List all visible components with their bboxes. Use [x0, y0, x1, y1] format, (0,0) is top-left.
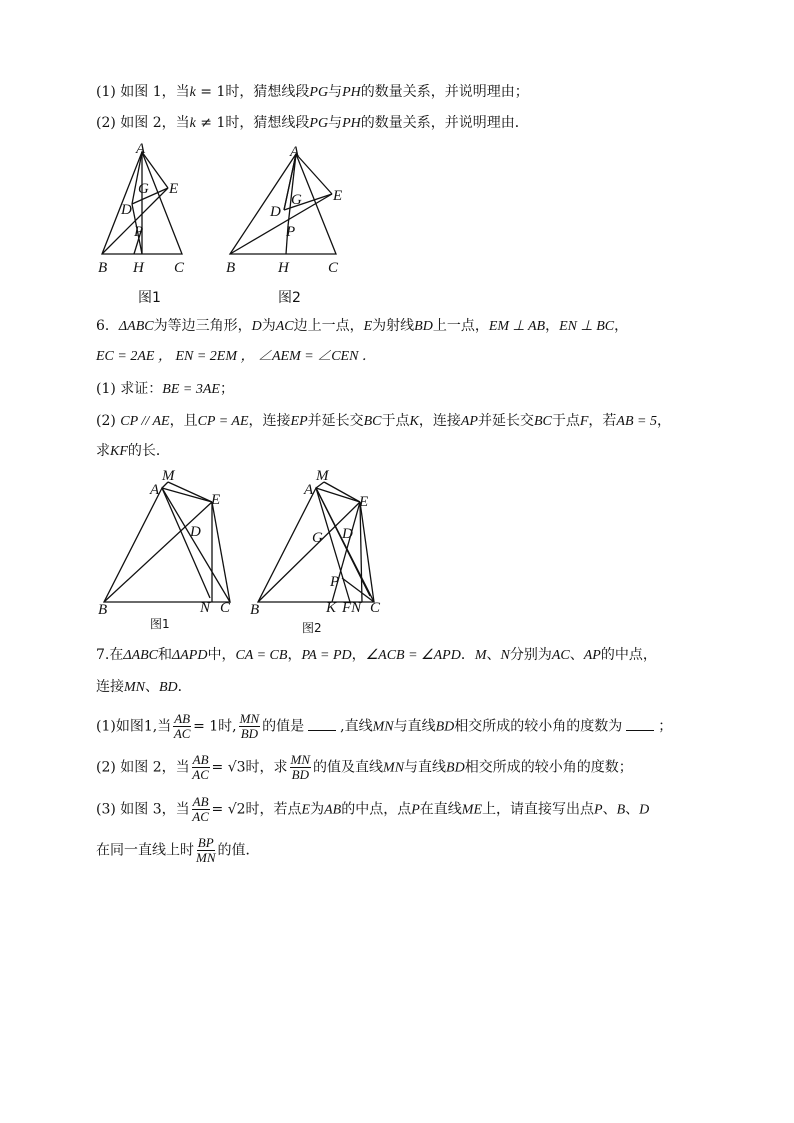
fig2-label-a: A	[290, 144, 300, 160]
q6-part2-cont: 求KF的长．	[96, 443, 170, 459]
q6-statement-line2: EC = 2AE ， EN = 2EM ， ∠AEM = ∠CEN ．	[96, 349, 376, 364]
q6-figure-1	[96, 466, 246, 632]
q7-part1: (1)如图1,当 $\frac{AB}{AC}$ = 1时, $\frac{MN}{BD}$ 的值是 ,直线MN与直线BD相交所成的较小角的度数为 ；	[96, 711, 673, 741]
q5-part1: (1) 如图 1，当k = 1时，猜想线段PG与PH的数量关系，并说明理由；	[96, 84, 529, 100]
q6-fig1-label-b: B	[98, 602, 108, 618]
fig2-label-p: P	[286, 224, 296, 240]
q6-fig2-label-d: D	[342, 526, 353, 542]
fig1-label-g: G	[138, 181, 149, 197]
fig1-label-c: C	[174, 260, 185, 276]
frac-bp-mn: $\frac{BP}{MN}$	[196, 835, 216, 865]
q7-statement-line1: 7.在ΔABC和ΔAPD中，CA = CB，PA = PD，∠ACB = ∠APD．M、N分别为AC、AP的中点，	[96, 647, 657, 663]
q5-figure-1	[96, 138, 226, 308]
frac-mn-bd-2: $\frac{MN}{BD}$	[290, 752, 311, 782]
fig1-label-a: A	[136, 141, 146, 157]
q7-part2: (2) 如图 2，当 $\frac{AB}{AC}$ = √3时，求 $\frac{MN}{BD}$ 的值及直线MN与直线BD相交所成的较小角的度数；	[96, 752, 633, 782]
fig2-label-c: C	[328, 260, 339, 276]
q6-fig1-caption: 图1	[150, 617, 170, 631]
q6-fig1-label-e: E	[211, 492, 221, 508]
q7-part3: (3) 如图 3，当 $\frac{AB}{AC}$ = √2时，若点E为AB的中点，点P在直线ME上，请直接写出点P、B、D	[96, 794, 650, 824]
q6-fig1-label-n: N	[200, 600, 211, 616]
q6-fig2-label-e: E	[359, 494, 369, 510]
q6-statement-line1: 6．ΔABC为等边三角形，D为AC边上一点，E为射线BD上一点，EM ⊥ AB，EN ⊥ BC，	[96, 318, 629, 334]
frac-ab-ac: $\frac{AB}{AC}$	[173, 711, 191, 741]
fig1-label-h: H	[133, 260, 144, 276]
frac-mn-bd: $\frac{MN}{BD}$	[239, 711, 260, 741]
q6-fig2-label-c: C	[370, 600, 381, 616]
q6-fig1-label-c: C	[220, 600, 231, 616]
fig1-label-d: D	[121, 202, 132, 218]
q6-fig2-label-k: K	[326, 600, 337, 616]
q6-fig2-label-g: G	[312, 530, 323, 546]
fig2-caption: 图2	[278, 290, 301, 306]
fig1-caption: 图1	[138, 290, 161, 306]
q6-fig2-caption: 图2	[302, 621, 322, 635]
fig2-label-d: D	[270, 204, 281, 220]
q5-part2: (2) 如图 2，当k ≠ 1时，猜想线段PG与PH的数量关系，并说明理由．	[96, 115, 529, 131]
fig1-label-b: B	[98, 260, 108, 276]
frac-ab-ac-3: $\frac{AB}{AC}$	[192, 794, 209, 824]
fig1-label-p: P	[134, 224, 144, 240]
q7-part3-cont: 在同一直线上时 $\frac{BP}{MN}$ 的值．	[96, 835, 260, 865]
answer-blank-2[interactable]	[626, 718, 654, 731]
fig2-label-g: G	[291, 192, 302, 208]
q6-fig1-label-m: M	[162, 468, 175, 484]
frac-ab-ac-2: $\frac{AB}{AC}$	[192, 752, 209, 782]
q6-fig2-label-b: B	[250, 602, 260, 618]
fig1-label-e: E	[169, 181, 179, 197]
q7-statement-line2: 连接MN、BD．	[96, 679, 192, 695]
answer-blank-1[interactable]	[308, 718, 336, 731]
fig2-label-e: E	[333, 188, 343, 204]
q5-figure-2	[224, 138, 364, 308]
q6-part1: (1) 求证：BE = 3AE；	[96, 381, 234, 397]
q6-part2: (2) CP // AE，且CP = AE，连接EP并延长交BC于点K，连接AP并延长交BC于点F，若AB = 5，	[96, 413, 671, 429]
q6-fig1-label-d: D	[190, 524, 201, 540]
q6-fig2-label-a: A	[304, 482, 314, 498]
fig2-label-b: B	[226, 260, 236, 276]
q6-fig2-label-fn: FN	[342, 600, 362, 616]
fig2-label-h: H	[278, 260, 289, 276]
q6-fig2-label-m: M	[316, 468, 329, 484]
q6-fig1-label-a: A	[150, 482, 160, 498]
q6-fig2-label-p: P	[330, 574, 340, 590]
q6-figure-2	[250, 466, 400, 636]
